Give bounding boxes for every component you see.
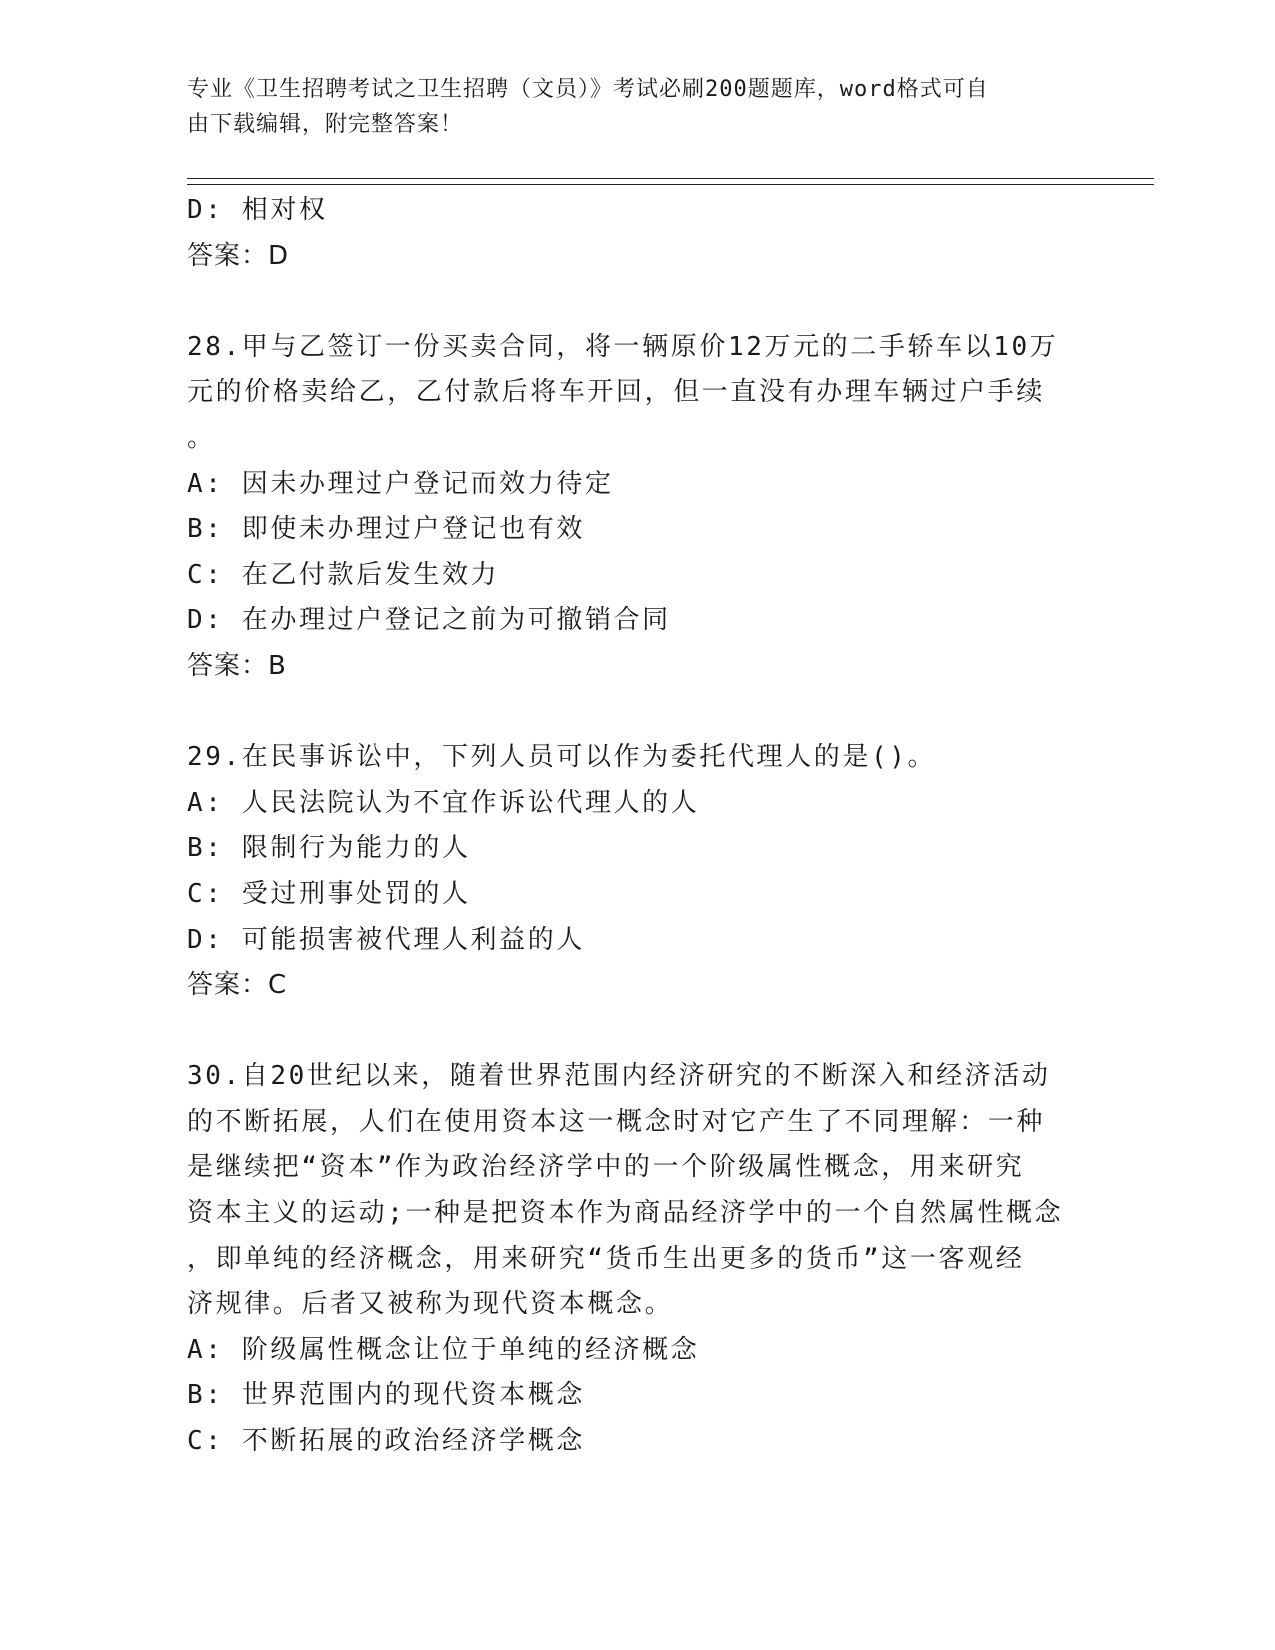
- header-divider-bottom: [187, 184, 1154, 185]
- answer: 答案：B: [187, 650, 287, 681]
- spacer: [187, 690, 1077, 736]
- answer: 答案：C: [187, 970, 288, 1001]
- question-stem-line: ，即单纯的经济概念，用来研究“货币生出更多的货币”这一客观经: [187, 1243, 1025, 1274]
- question-30: [187, 1054, 1077, 1464]
- question-stem-line: 28.甲与乙签订一份买卖合同，将一辆原价12万元的二手轿车以10万: [187, 331, 1059, 362]
- option-a: A: 人民法院认为不宜作诉讼代理人的人: [187, 787, 700, 818]
- question-28: [187, 325, 1077, 690]
- question-stem-line: 。: [187, 422, 216, 453]
- question-stem-line: 29.在民事诉讼中，下列人员可以作为委托代理人的是()。: [187, 742, 937, 773]
- option-c: C: 不断拓展的政治经济学概念: [187, 1426, 585, 1457]
- question-stem-line: 资本主义的运动;一种是把资本作为商品经济学中的一个自然属性概念: [187, 1198, 1064, 1229]
- header-divider-top: [187, 178, 1154, 179]
- spacer: [187, 1009, 1077, 1055]
- option-b: B: 限制行为能力的人: [187, 833, 471, 864]
- header-line-2: 由下载编辑，附完整答案！: [187, 112, 464, 137]
- question-29: [187, 735, 1077, 1009]
- spacer: [187, 279, 1077, 325]
- option-b: B: 即使未办理过户登记也有效: [187, 514, 585, 545]
- question-content: [187, 188, 1077, 1465]
- option-b: B: 世界范围内的现代资本概念: [187, 1380, 585, 1411]
- question-stem-line: 元的价格卖给乙，乙付款后将车开回，但一直没有办理车辆过户手续: [187, 377, 1046, 408]
- question-stem-line: 的不断拓展，人们在使用资本这一概念时对它产生了不同理解：一种: [187, 1106, 1046, 1137]
- document-header: [187, 72, 1067, 142]
- question-stem-line: 济规律。后者又被称为现代资本概念。: [187, 1289, 674, 1320]
- option-c: C: 在乙付款后发生效力: [187, 559, 500, 590]
- header-line-1: 专业《卫生招聘考试之卫生招聘（文员）》考试必刷200题题库，word格式可自: [187, 77, 989, 102]
- prev-answer: 答案：D: [187, 240, 290, 271]
- option-a: A: 因未办理过户登记而效力待定: [187, 468, 614, 499]
- option-a: A: 阶级属性概念让位于单纯的经济概念: [187, 1334, 700, 1365]
- option-d: D: 可能损害被代理人利益的人: [187, 924, 585, 955]
- question-stem-line: 是继续把“资本”作为政治经济学中的一个阶级属性概念，用来研究: [187, 1152, 1025, 1183]
- prev-option-d: D: 相对权: [187, 195, 328, 225]
- option-d: D: 在办理过户登记之前为可撤销合同: [187, 605, 671, 636]
- option-c: C: 受过刑事处罚的人: [187, 878, 471, 909]
- question-stem-line: 30.自20世纪以来，随着世界范围内经济研究的不断深入和经济活动: [187, 1061, 1051, 1092]
